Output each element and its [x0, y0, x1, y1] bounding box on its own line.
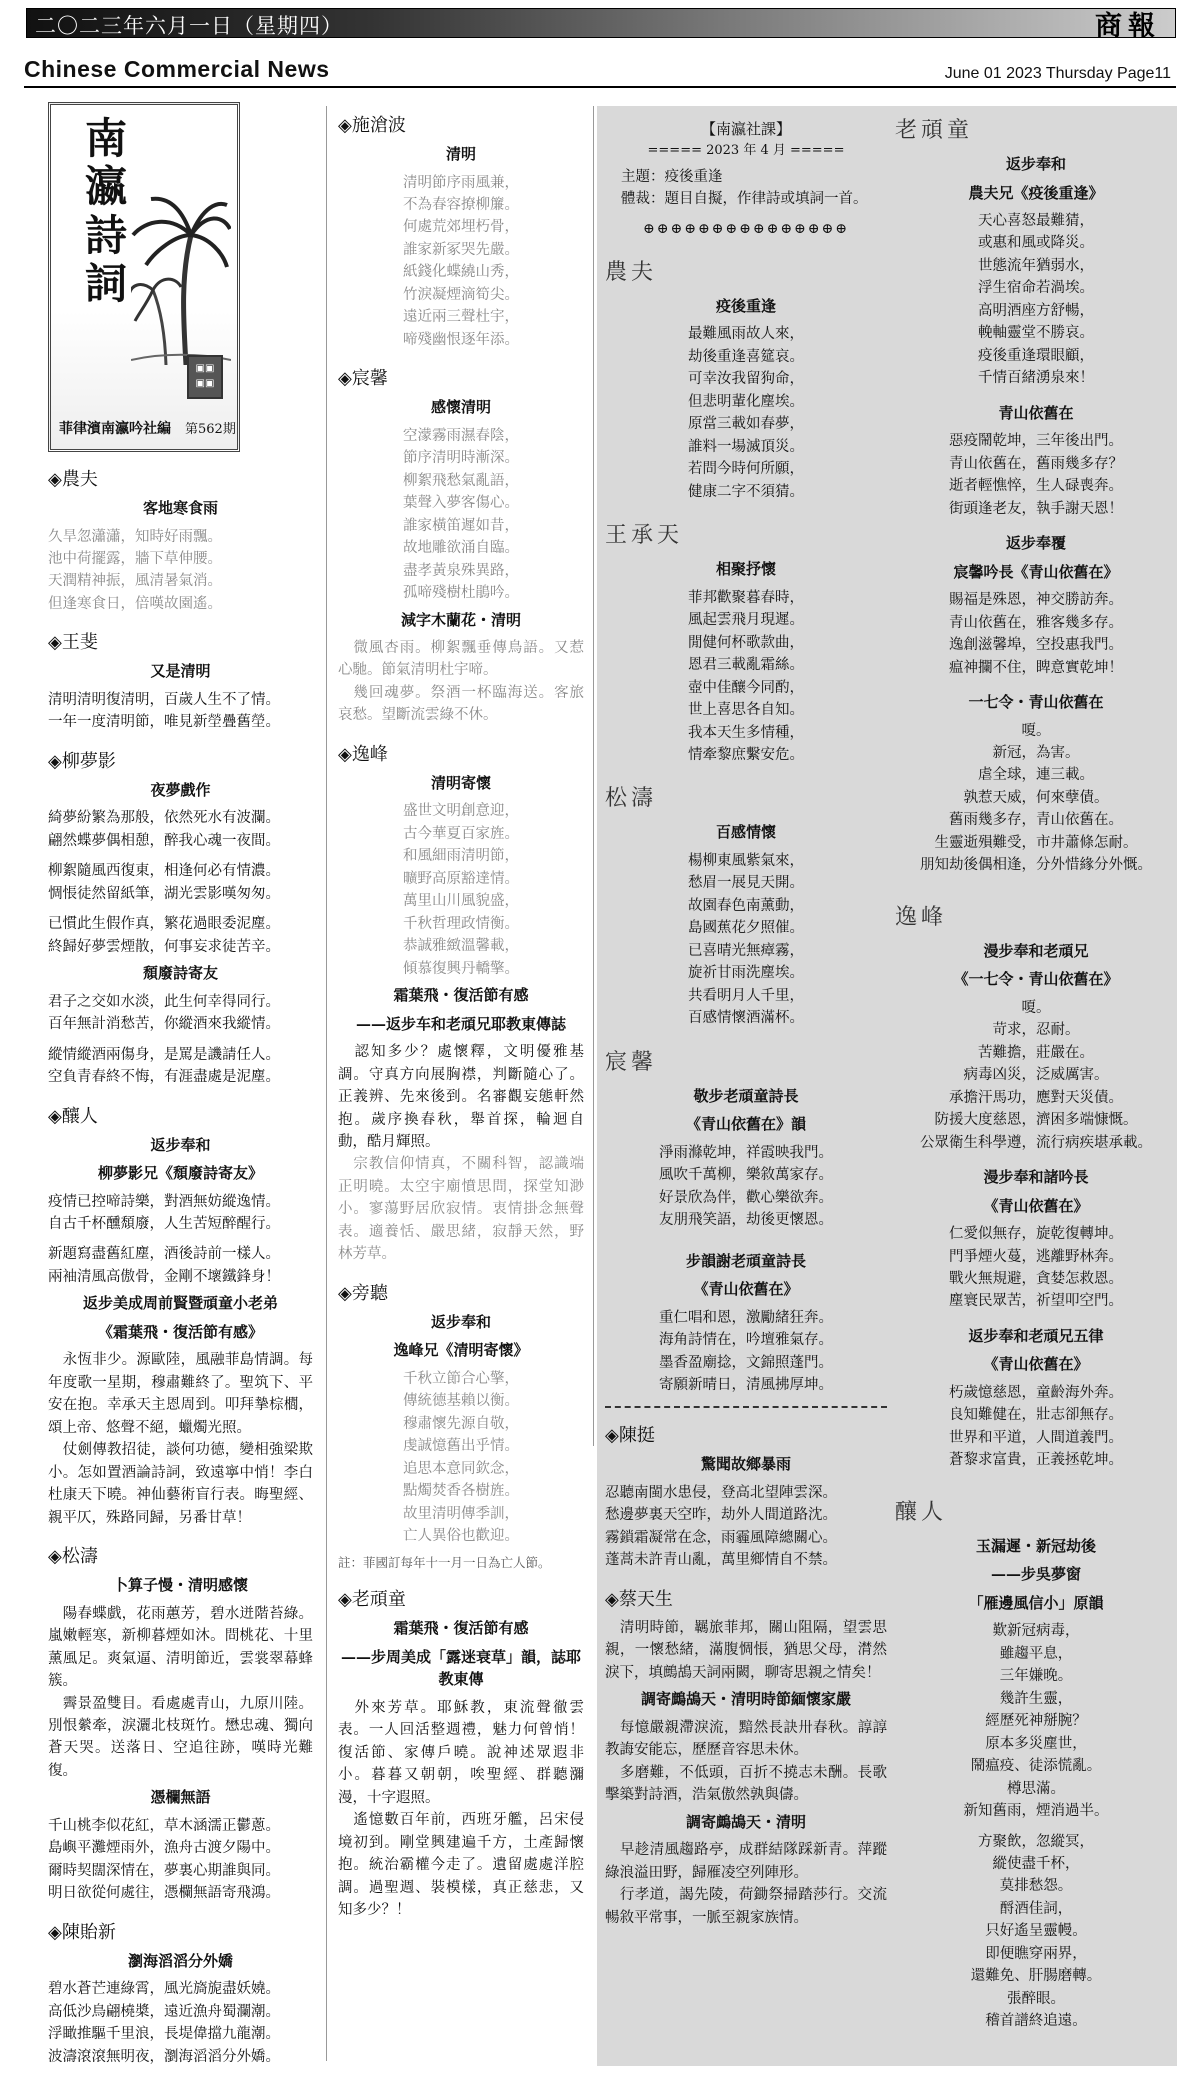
- poem-title: 《青山依舊在》韻: [685, 1115, 806, 1134]
- poem-line: 節序清明時漸深。: [403, 450, 519, 467]
- poem-line: 久旱忽瀟瀟，知時好雨飄。: [48, 528, 222, 545]
- club-lesson-date: ===== 2023 年 4 月 =====: [647, 142, 845, 158]
- poem-line: 逝者輕憔悴，生人碌喪奔。: [949, 478, 1123, 495]
- poem-line: 若問今時何所願，: [688, 461, 804, 478]
- poem-line: 惆悵徒然留紙筆，湖光雲影嘆匆匆。: [48, 885, 280, 902]
- poem-line: 世界和平道，人間道義門。: [949, 1429, 1123, 1446]
- poem-line: 微風杏雨。柳絮飄垂傳鳥語。又惹心馳。節氣清明杜宇啼。: [338, 640, 584, 679]
- poem-line: 海角詩情在，吟壇雅氣存。: [659, 1332, 833, 1349]
- poem-line: 公眾衛生科學遵，流行病疾堪承載。: [920, 1134, 1152, 1151]
- poem-line: 輓軸靈堂不勝哀。: [978, 325, 1094, 342]
- poem-line: 誰家新冢哭先嚴。: [403, 241, 519, 258]
- poem-line: 門爭煙火蔓，逃離野林奔。: [949, 1248, 1123, 1265]
- poem-title: 「雁邊風信小」原韻: [968, 1593, 1104, 1612]
- logo-footer: 菲律濱南瀛吟社編 第562期: [59, 421, 236, 437]
- poem-title: 調寄鷓鴣天・清明: [685, 1812, 806, 1831]
- poem-line: 空負青春終不悔，有涯盡處是泥塵。: [48, 1069, 280, 1086]
- poem-line: 追思本意同欽念，: [403, 1460, 519, 1477]
- poem-line: 戰火無規避，貪婪怎救恩。: [949, 1271, 1123, 1287]
- poem-line: 張醉眼。: [1007, 1990, 1065, 2007]
- poem-line: 風起雲飛月現遲。: [688, 612, 804, 629]
- poem-title: 客地寒食雨: [142, 499, 218, 517]
- poem-line: 高低沙鳥翩橈槳，遠近漁舟蜀瀾潮。: [48, 2003, 280, 2020]
- lesson-topic: 主題：疫後重逢: [621, 169, 723, 185]
- poem-line: 閒健何杯歌款曲，: [688, 634, 804, 651]
- footnote: 註：菲國訂每年十一月一日為亡人節。: [338, 1554, 551, 1570]
- poem-title: 瀏海滔滔分外嬌: [127, 1951, 233, 1970]
- poem-title: 頹廢詩寄友: [142, 964, 218, 983]
- author-heading: ◈柳夢影: [48, 750, 116, 772]
- poem-line: 原當三載如春夢，: [688, 416, 804, 433]
- poem-line: 朋知劫後偶相逢，分外惜緣分外慨。: [920, 857, 1152, 874]
- poem-line: 誰家橫笛遲如昔，: [403, 517, 519, 534]
- poem-line: 最難風雨故人來，: [688, 326, 804, 343]
- poem-title: 《霜葉飛・復活節有感》: [97, 1322, 263, 1341]
- poem-line: 生靈逝殞難受，市井蕭條怎耐。: [934, 834, 1138, 851]
- item-gap: [895, 1313, 1177, 1321]
- poem-line: 柳絮隨風西復東，相逢何必有情濃。: [48, 863, 280, 880]
- poem-line: 竹淚凝煙滴筍尖。: [403, 286, 519, 303]
- poem-title: 青山依舊在: [998, 403, 1074, 422]
- poem-line: 孰惹天威，何來孽債。: [963, 789, 1109, 806]
- poem-title: 調寄鷓鴣天・清明時節緬懷家嚴: [640, 1690, 851, 1709]
- poem-line: 已喜晴光無瘴霧，: [688, 942, 804, 959]
- poem-line: 我本天生多情種，: [688, 724, 804, 741]
- poem-title: 疫後重逢: [715, 296, 776, 315]
- poem-title: 霜葉飛・復活節有感: [393, 986, 529, 1005]
- column-2: [338, 98, 584, 1922]
- poem-line: 青山依舊在，舊雨幾多存？: [949, 455, 1123, 472]
- poem-line: 旋祈甘雨洗塵埃。: [688, 965, 804, 982]
- poem-line: 陽春蝶戲，花雨蕙芳，碧水迸階苔綠。嵐嫩輕寒，新柳暮煙如沐。問桃花、十里薰風足。爽氣逼、清明節近，雲裳翠幕蜂簇。: [48, 1605, 313, 1690]
- poem-line: 歎新冠病毒，: [992, 1623, 1080, 1640]
- column-4: [895, 98, 1177, 2041]
- poem-line: 盡孝黃泉殊異路，: [403, 562, 519, 579]
- column-4-content: [895, 114, 1177, 2041]
- poem-line: 高明酒座方舒暢，: [978, 302, 1094, 319]
- poem-line: 島嶼平灘煙雨外，漁舟古渡夕陽中。: [48, 1840, 280, 1857]
- poem-line: 百感情懷酒滿杯。: [688, 1010, 804, 1027]
- poem-line: 新知舊雨，煙消過半。: [963, 1803, 1109, 1820]
- header-rule: [24, 86, 1176, 88]
- column-1-content: [48, 466, 313, 2068]
- poem-line: 霧鎖霜凝常在念，雨霾風障總關心。: [605, 1529, 837, 1546]
- poem-title: 憑欄無語: [150, 1788, 211, 1807]
- poem-line: 壺中佳釀今同酌，: [688, 679, 804, 696]
- poem-title: 柳夢影兄《頹廢詩寄友》: [97, 1164, 263, 1182]
- poem-line: 多磨難，不低頭，百折不撓志未酬。長歌擊築對詩酒，浩氣傲然孰與儔。: [605, 1764, 887, 1804]
- author-heading: ◈旁聽: [338, 1282, 388, 1304]
- poem-line: 共看明月人千里，: [688, 987, 804, 1004]
- poem-line: 愁邊夢裏天空昨，劫外人間道路沈。: [605, 1507, 837, 1524]
- poem-line: 菲邦歡聚暮春時，: [688, 589, 804, 606]
- poet-name: 釀人: [895, 1499, 948, 1525]
- column-2-content: [338, 112, 584, 1922]
- poem-line: 清明時節，羈旅菲邦，關山阻隔，望雲思親，一懷愁緒，滿腹惆悵，猶思父母，潸然淚下，填鷓鴣天詞兩闕，聊寄思親之情矣！: [605, 1619, 887, 1681]
- poem-title: 《一七令・青山依舊在》: [953, 970, 1119, 989]
- poem-line: 塵寰民眾苦，祈望叩空門。: [949, 1293, 1123, 1310]
- masthead-bar: [26, 8, 1176, 42]
- poem-line: 一年一度清明節，唯見新塋疊舊塋。: [48, 714, 280, 731]
- poem-line: 島國蕉花夕照催。: [688, 920, 804, 937]
- author-heading: ◈逸峰: [338, 743, 388, 765]
- poem-line: 遠近兩三聲杜宇，: [403, 309, 519, 326]
- poem-line: 清明清明復清明，百歲人生不了情。: [48, 691, 280, 708]
- poem-line: 柳絮飛愁氣亂語，: [403, 472, 519, 489]
- poem-title: 步韻謝老頑童詩長: [685, 1251, 806, 1270]
- poem-title: 逸峰兄《清明寄懷》: [393, 1341, 529, 1360]
- poem-title: ——返步车和老頑兄耶教東傳誌: [355, 1014, 566, 1033]
- poem-line: 爾時契闊深情在，夢裏心期誰與同。: [48, 1862, 280, 1879]
- poem-line: 瘟神攔不住，睥意實乾坤！: [949, 659, 1123, 676]
- poem-line: 恭誠雅緻溫馨載，: [403, 938, 519, 955]
- column-3: [605, 98, 887, 1929]
- item-gap: [895, 1472, 1177, 1480]
- poem-line: 仗劍傳教招徒，談何功德，變相強梁欺小。怎如置酒論詩詞，致遠寧中悄！李白杜康天下曉。神仙藝術盲行表。晦聖經、親平仄，殊路同歸，另番甘草！: [48, 1442, 313, 1526]
- poem-line: 情牽黎庶繫安危。: [688, 746, 804, 763]
- poem-line: 楊柳東風紫氣來，: [688, 852, 804, 869]
- poem-line: 方聚飲，忽縱冥，: [978, 1833, 1094, 1850]
- poem-line: 千秋立節合心擎，: [403, 1370, 519, 1387]
- column-3-content: [605, 256, 887, 1929]
- poem-line: 綺夢紛繁為那般，依然死水有波瀾。: [48, 810, 280, 827]
- poem-line: 亡人異俗也歡迎。: [403, 1528, 519, 1545]
- poem-line: 啼殘幽恨逐年添。: [403, 331, 519, 348]
- stanza-gap: [895, 1823, 1177, 1831]
- section-logo: [48, 102, 240, 452]
- poem-line: 終歸好夢雲煙散，何事妄求徒苦辛。: [48, 938, 280, 955]
- poem-line: 君子之交如水淡，此生何幸得同行。: [48, 993, 280, 1010]
- poem-line: 縱使盡千杯，: [992, 1856, 1080, 1872]
- author-heading: ◈施滄波: [338, 115, 406, 136]
- stanza-gap: [48, 1235, 313, 1243]
- poem-line: 寄願新晴日，清風拂厚坤。: [659, 1376, 833, 1393]
- poem-line: 天潤精神振，風清暑氣消。: [48, 573, 222, 590]
- poem-line: 三年嫌晚。: [999, 1668, 1073, 1685]
- author-heading: ◈陳貽新: [48, 1921, 116, 1943]
- poem-title: 農夫兄《疫後重逢》: [968, 183, 1104, 202]
- poem-line: 世上喜思各自知。: [688, 702, 804, 719]
- poem-line: 還難免、肝腸磨轉。: [970, 1968, 1102, 1985]
- poem-line: 幾回魂夢。祭酒一杯臨海送。客旅哀愁。望斷流雲綠不休。: [338, 684, 584, 724]
- poem-line: 蓬蒿未許青山亂，萬里鄉情自不禁。: [605, 1552, 837, 1569]
- poem-line: 千情百緒湧泉來！: [978, 370, 1094, 387]
- logo-title: 南瀛詩詞: [85, 114, 128, 308]
- poem-title: ——步周美成「露迷衰草」韻，誌耶教東傳: [340, 1647, 581, 1689]
- poem-line: 疫情已控啼詩樂，對酒無妨縱逸情。: [48, 1193, 280, 1210]
- poem-title: 卜算子慢・清明感懷: [112, 1576, 248, 1595]
- poem-title: ——步吳夢窗: [990, 1565, 1081, 1584]
- poem-line: 舊雨幾多存，青山依舊在。: [949, 812, 1123, 829]
- author-heading: ◈陳挺: [605, 1425, 655, 1447]
- poem-title: 《青山依舊在》: [983, 1355, 1089, 1374]
- poem-title: 返步奉和: [430, 1312, 491, 1331]
- poem-line: 誰料一場滅頂災。: [688, 438, 804, 455]
- poem-line: 故地雕欲涌自臨。: [403, 540, 519, 557]
- poem-line: 葉聲入夢客傷心。: [403, 495, 519, 512]
- poet-name: 松濤: [605, 786, 658, 812]
- poem-line: 故里清明傳季訓，: [403, 1505, 519, 1522]
- poem-line: 友朋飛笑語，劫後更懷恩。: [659, 1212, 833, 1229]
- author-heading: ◈農夫: [48, 469, 98, 490]
- author-heading: ◈老頑童: [338, 1589, 406, 1611]
- poem-line: 曠野高原豁達情。: [403, 870, 519, 887]
- poem-line: 波濤滾滾無明夜，瀏海滔滔分外嬌。: [48, 2048, 280, 2065]
- stanza-gap: [48, 1036, 313, 1044]
- poem-line: 鬧瘟疫、徒添慌亂。: [970, 1758, 1102, 1775]
- poem-title: 減字木蘭花・清明: [400, 610, 521, 629]
- poem-line: 紙錢化蝶繞山秀，: [403, 264, 519, 281]
- poem-line: 虐全球，連三載。: [978, 767, 1094, 784]
- poem-line: 空濛霧雨濕春陰，: [403, 427, 519, 444]
- poem-line: 幾許生靈，: [999, 1690, 1073, 1707]
- poem-line: 青山依舊在，雅客幾多存。: [949, 614, 1123, 631]
- poem-line: 傾慕復興丹轎擎。: [403, 960, 519, 977]
- poem-line: 千秋哲理政情衡。: [403, 915, 519, 932]
- column-divider: [593, 106, 594, 1446]
- dashed-divider: [605, 1406, 887, 1408]
- poem-line: 認知多少？處懷釋，文明優雅基調。守真方向展胸襟，判斷隨心了。正義辨、先來後到。名審觀妄態軒然抱。歲序換春秋，舉首探，輪迴自動，酷月輝照。: [338, 1044, 584, 1150]
- item-gap: [895, 679, 1177, 687]
- poem-title: 一七令・青山依舊在: [968, 693, 1104, 711]
- author-heading: ◈松濤: [48, 1546, 98, 1568]
- poem-title: 清明寄懷: [430, 773, 491, 792]
- poem-line: 逸創滋馨埠，空投惠我門。: [949, 637, 1123, 654]
- poem-line: 或惠和風或降災。: [978, 235, 1094, 252]
- poem-line: 翩然蝶夢偶相憩，醉我心魂一夜間。: [48, 832, 280, 849]
- poem-line: 故園春色南薰動，: [688, 897, 804, 914]
- poem-line: 孤啼殘樹杜鵑吟。: [403, 585, 519, 602]
- author-heading: ◈宸馨: [338, 368, 388, 390]
- poem-line: 重仁唱和恩，激勵緒狂奔。: [659, 1309, 833, 1326]
- poem-line: 原本多災塵世，: [985, 1735, 1087, 1752]
- poem-title: 清明: [445, 145, 476, 163]
- poem-line: 蒼黎求富貴，正義拯乾坤。: [949, 1452, 1123, 1469]
- author-heading: ◈王斐: [48, 632, 98, 654]
- poem-line: 疫後重逢環眼顧，: [978, 347, 1094, 364]
- seal-stamp-icon: ▣▣ ▣▣: [187, 355, 223, 399]
- poem-line: 點燭焚香各樹旌。: [403, 1483, 519, 1500]
- poem-line: 池中荷擺露，牆下草伸腰。: [48, 550, 222, 567]
- poem-line: 新題寫盡舊紅塵，酒後詩前一樣人。: [48, 1246, 280, 1263]
- poem-line: 劫後重逢喜筵哀。: [688, 348, 804, 365]
- poem-title: 返步奉覆: [1005, 534, 1066, 553]
- item-gap: [895, 1154, 1177, 1162]
- poem-line: 浮瞰推驅千里浪，長堤偉擋九龍潮。: [48, 2026, 280, 2043]
- poem-line: 但逢寒食日，倍嘆故園遙。: [48, 595, 222, 612]
- poem-title: 霜葉飛・復活節有感: [393, 1619, 529, 1638]
- poem-line: 莫排愁怨。: [999, 1878, 1073, 1895]
- poem-line: 虔誠憶舊出乎情。: [403, 1438, 519, 1455]
- poem-line: 兩袖清風高傲骨，金剛不壞鐵鋒身！: [48, 1268, 280, 1285]
- poem-line: 已慣此生假作真，繁花過眼委泥塵。: [48, 916, 280, 933]
- poem-line: 穆肅懷先源自敬，: [403, 1415, 519, 1432]
- poem-line: 古今華夏百家旌。: [403, 825, 519, 842]
- poet-name: 老頑童: [895, 118, 974, 143]
- english-title: Chinese Commercial News: [24, 56, 330, 82]
- poem-line: 新冠，為害。: [992, 744, 1080, 761]
- poem-line: 縱情縱酒兩傷身，是罵是譏請任人。: [48, 1046, 280, 1063]
- poem-title: 感懷清明: [430, 398, 491, 417]
- author-heading: ◈釀人: [48, 1105, 98, 1127]
- column-divider: [326, 106, 327, 2061]
- poem-line: 仁愛似無存，旋乾復轉坤。: [949, 1226, 1123, 1243]
- club-lesson-head: 【南瀛社課】: [700, 120, 791, 138]
- poem-line: 苛求，忍耐。: [992, 1022, 1080, 1039]
- poem-line: 防援大度慈恩，濟困多端慷慨。: [934, 1112, 1138, 1129]
- poem-line: 但悲明輩化塵埃。: [688, 393, 804, 410]
- block-gap: [605, 1232, 887, 1246]
- poem-line: 傳統德基賴以衡。: [403, 1393, 519, 1410]
- item-gap: [895, 877, 1177, 885]
- poem-line: 不為春容撩柳簾。: [403, 196, 519, 213]
- poem-line: 千山桃李似花紅，草木涵濡正鬱蔥。: [48, 1817, 280, 1834]
- poet-name: 王承天: [605, 523, 684, 549]
- poem-line: 酹酒佳詞，: [999, 1900, 1073, 1917]
- poem-line: 嗄。: [1021, 722, 1051, 739]
- poem-line: 風吹千萬柳，樂敘萬家存。: [659, 1167, 833, 1184]
- poem-line: 外來芳草。耶穌教，東流聲徹雲表。一人回活整週禮，魅力何曾悄！復活節、家傳戶曉。說神述眾遐非小。暮暮又朝朝，唉聖經、群聽瀰漫，十字遐照。: [338, 1699, 584, 1806]
- date-page: June 01 2023 Thursday Page11: [944, 65, 1171, 82]
- author-heading: ◈蔡天生: [605, 1588, 673, 1610]
- poem-title: 驚聞故鄉暴雨: [700, 1455, 791, 1474]
- poem-line: 永恆非少。源歐陸，風融菲島情調。每年度歌一星期，穆肅難終了。聖筑下、平安在抱。幸承天主恩周到。叩拜摯棕櫚，頌上帝、悠聲不絕，蠟燭光照。: [48, 1352, 313, 1436]
- poem-line: 自古千杯醺頹廢，人生苦短醉醒行。: [48, 1215, 280, 1232]
- poem-title: 夜夢戲作: [150, 780, 211, 799]
- poem-line: 清明節序雨風兼，: [403, 174, 519, 191]
- poem-line: 何處荒郊埋朽骨，: [403, 219, 519, 236]
- item-gap: [895, 390, 1177, 398]
- poem-title: 《青山依舊在》: [693, 1280, 799, 1299]
- poem-title: 返步奉和: [1005, 155, 1066, 173]
- poem-line: 即便瞧穿兩界，: [985, 1945, 1087, 1962]
- poem-line: 病毒凶災，泛威厲害。: [963, 1067, 1109, 1084]
- poem-line: 行孝道，謁先陵，荷鋤祭掃踏莎行。交流暢敘平常事，一脈至親家族情。: [605, 1887, 887, 1926]
- poem-title: 漫步奉和諸吟長: [983, 1168, 1089, 1187]
- poem-line: 霽景盈雙目。看處處青山，九原川陸。別恨縈牽，淚灑北枝斑竹。懋忠魂、獨向蒼天哭。送落日、空追往跡，嘆時光難復。: [48, 1695, 313, 1779]
- poem-title: 玉漏遲・新冠劫後: [975, 1536, 1096, 1555]
- poem-title: 返步奉和老頑兄五律: [968, 1326, 1104, 1345]
- poem-line: 只好遙呈靈幔。: [985, 1923, 1087, 1940]
- poet-name: 宸馨: [605, 1049, 658, 1075]
- poem-line: 淨雨滌乾坤，祥霞映我門。: [659, 1144, 833, 1161]
- poem-line: 良知難健在，壯志卻無存。: [949, 1407, 1123, 1424]
- poem-line: 苦難擔，莊嚴在。: [978, 1044, 1094, 1061]
- item-gap: [895, 2033, 1177, 2041]
- poem-line: 浮生宿命若渦埃。: [978, 280, 1094, 297]
- item-gap: [895, 520, 1177, 528]
- poem-line: 墨香盈廟捻，文錦照蓬門。: [659, 1354, 833, 1371]
- column-1: [48, 98, 313, 2068]
- poem-title: 《青山依舊在》: [983, 1196, 1089, 1215]
- poem-title: 相聚抒懷: [715, 560, 776, 579]
- poem-line: 好景欣為伴，歡心樂欲奔。: [659, 1189, 833, 1206]
- lesson-form: 體裁：題目自擬，作律詩或填詞一首。: [621, 191, 868, 208]
- poem-title: 百感情懷: [715, 823, 776, 842]
- poem-title: 返步美成周前賢暨頑童小老弟: [82, 1294, 278, 1313]
- poem-line: 稽首譜終追遠。: [985, 2013, 1087, 2030]
- poet-name: 逸峰: [895, 904, 948, 930]
- paper-name: 商報: [1095, 11, 1161, 42]
- poem-line: 忍聽南閩水患侵，登高北望陣雲深。: [605, 1484, 837, 1501]
- stanza-gap: [48, 905, 313, 913]
- poem-line: 世態流年猶弱水，: [978, 257, 1094, 274]
- poem-line: 碧水蒼芒連綠霄，風光旖旎盡妖嬈。: [48, 1981, 280, 1998]
- poem-line: 早趁清風趨路亭，成群結隊踩新青。萍蹤綠浪溢田野，歸雁凌空列陣形。: [605, 1842, 887, 1881]
- poem-line: 愁眉一展見天開。: [688, 875, 804, 892]
- poem-line: 天心喜怒最難猜，: [978, 213, 1094, 229]
- poem-line: 惡疫鬧乾坤，三年後出門。: [949, 433, 1123, 450]
- poem-line: 恩君三載亂霜絲。: [688, 657, 804, 674]
- poem-title: 又是清明: [150, 662, 211, 681]
- poem-line: 承擔汗馬功，應對天災債。: [949, 1089, 1123, 1106]
- poem-line: 萬里山川風貌盛，: [403, 893, 519, 910]
- poem-line: 雖趨平息，: [999, 1645, 1073, 1662]
- poem-line: 朽歲憶慈恩，童齡海外奔。: [949, 1384, 1123, 1401]
- poem-title: 返步奉和: [150, 1135, 211, 1154]
- poem-line: 盛世文明創意迎，: [403, 803, 519, 820]
- poem-line: 樽思滿。: [1007, 1780, 1065, 1797]
- stanza-gap: [48, 852, 313, 860]
- poet-name: 農夫: [605, 259, 658, 285]
- poem-line: 賜福是殊恩，神交勝訪奔。: [949, 592, 1123, 609]
- poem-line: 每憶嚴親滯淚流，黯然長訣卅春秋。諄諄教誨安能忘，歷歷音容思未休。: [605, 1719, 887, 1759]
- poem-title: 漫步奉和老頑兄: [983, 941, 1089, 960]
- poem-line: 宗教信仰情真，不關科智，認識端正明曉。太空宇廟憤思問，探堂知渺小。寥蕩野居欣寂情。衷情掛念無聲表。適養恬、嚴思緒，寂靜天然，野林芳草。: [338, 1156, 584, 1263]
- poem-line: 可幸汝我留狗命，: [688, 371, 804, 388]
- poem-line: 明日欲從何處往，憑欄無語寄飛鴻。: [48, 1885, 280, 1902]
- poem-line: 嗄。: [1021, 999, 1051, 1016]
- palm-tree-icon: [131, 195, 231, 365]
- poem-line: 和風細雨清明節，: [403, 848, 519, 865]
- poem-line: 經歷死神掰腕？: [985, 1713, 1087, 1730]
- poem-line: 街頭逢老友，執手謝天恩！: [949, 500, 1123, 517]
- issue-date: 二〇二三年六月一日（星期四）: [35, 14, 343, 38]
- poem-line: 健康二字不須猜。: [688, 483, 804, 500]
- poem-title: 宸馨吟長《青山依舊在》: [953, 562, 1119, 581]
- poem-line: 遙憶數百年前，西班牙艦，呂宋侵境初到。剛堂興建遍千方，土產歸懷抱。統治霸權今走了。遺留處處洋腔調。過聖週、裝模樣，真正慈悲，又知多少？！: [338, 1812, 584, 1919]
- divider-stars: ⊕⊕⊕⊕⊕⊕⊕⊕⊕⊕⊕⊕⊕⊕⊕: [643, 220, 849, 237]
- poem-line: 百年無計消愁苦，你縱酒來我縱情。: [48, 1016, 280, 1033]
- poem-title: 敬步老頑童詩長: [693, 1086, 799, 1105]
